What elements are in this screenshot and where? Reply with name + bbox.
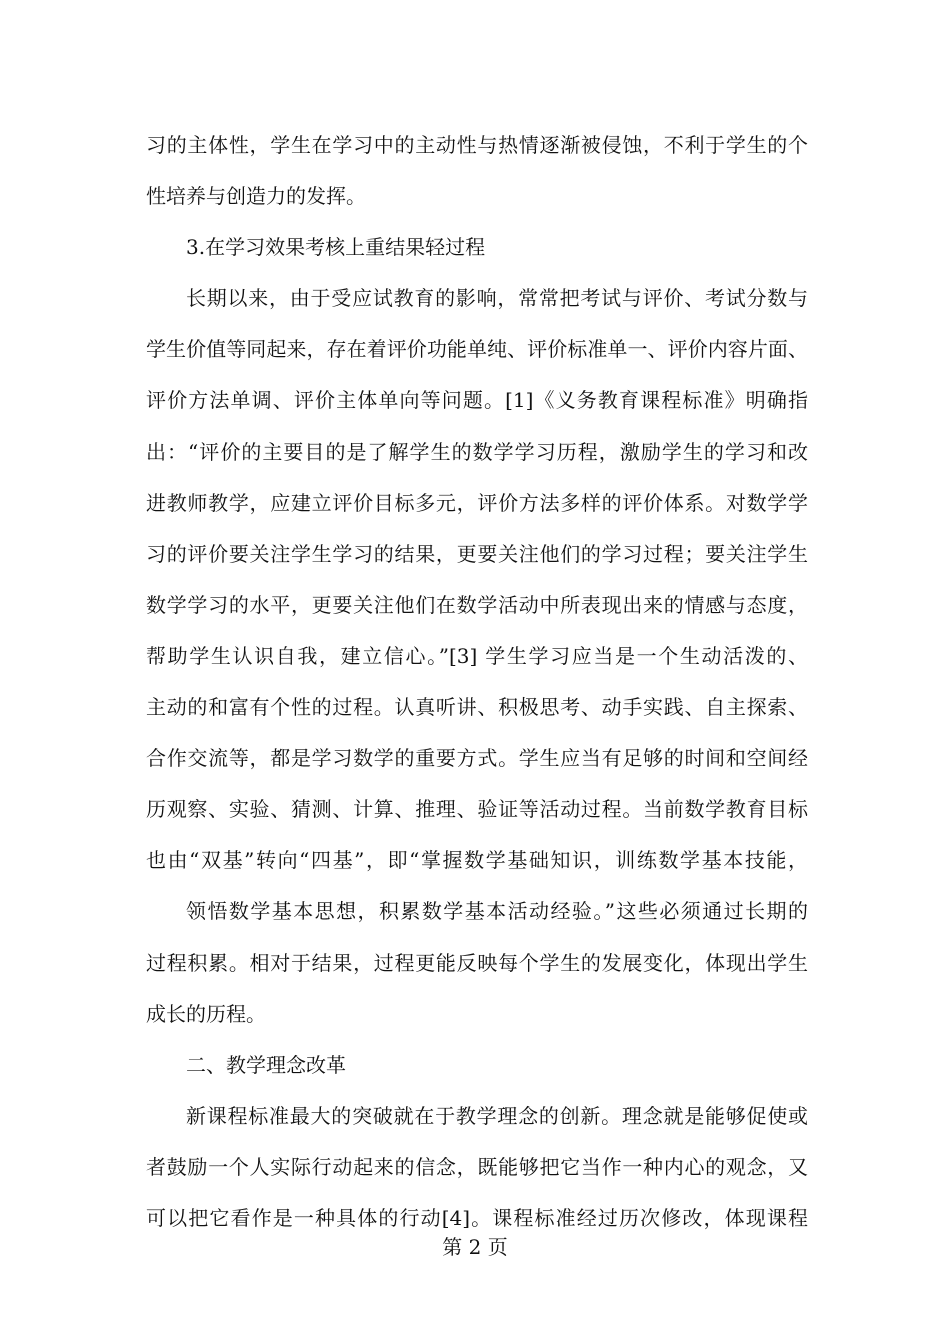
text-line: 习的主体性，学生在学习中的主动性与热情逐渐被侵蚀，不利于学生的个 [146, 133, 808, 157]
text-line: 长期以来，由于受应试教育的影响，常常把考试与评价、考试分数与 [186, 286, 808, 311]
text-line: 过程积累。相对于结果，过程更能反映每个学生的发展变化，体现出学生 [146, 950, 808, 975]
text-line: 进教师教学，应建立评价目标多元，评价方法多样的评价体系。对数学学 [146, 490, 808, 515]
text-line: 评价方法单调、评价主体单向等问题。[1]《义务教育课程标准》明确指 [146, 388, 808, 413]
text-line: 领悟数学基本思想，积累数学基本活动经验。”这些必须通过长期的 [186, 899, 808, 924]
text-line: 习的评价要关注学生学习的结果，更要关注他们的学习过程；要关注学生 [146, 541, 808, 566]
text-line: 数学学习的水平，更要关注他们在数学活动中所表现出来的情感与态度， [146, 592, 808, 617]
section-heading: 二、教学理念改革 [186, 1052, 346, 1077]
text-line: 也由“双基”转向“四基”，即“掌握数学基础知识，训练数学基本技能， [146, 848, 808, 873]
text-line: 帮助学生认识自我，建立信心。”[3] 学生学习应当是一个生动活泼的、 [146, 643, 808, 668]
section-heading: 3.在学习效果考核上重结果轻过程 [186, 235, 486, 260]
text-line: 学生价值等同起来，存在着评价功能单纯、评价标准单一、评价内容片面、 [146, 337, 808, 362]
text-line: 出：“评价的主要目的是了解学生的数学学习历程，激励学生的学习和改 [146, 439, 808, 464]
body-text [146, 120, 808, 1244]
text-line: 成长的历程。 [146, 1001, 266, 1026]
page-number: 第 2 页 [442, 1235, 508, 1259]
text-line: 主动的和富有个性的过程。认真听讲、积极思考、动手实践、自主探索、 [146, 695, 808, 720]
text-line: 合作交流等，都是学习数学的重要方式。学生应当有足够的时间和空间经 [146, 746, 808, 771]
text-line: 可以把它看作是一种具体的行动[4]。课程标准经过历次修改，体现课程 [146, 1205, 808, 1230]
text-line: 者鼓励一个人实际行动起来的信念，既能够把它当作一种内心的观念，又 [146, 1154, 808, 1179]
text-line: 性培养与创造力的发挥。 [146, 184, 366, 209]
text-line: 历观察、实验、猜测、计算、推理、验证等活动过程。当前数学教育目标 [146, 797, 808, 822]
text-line: 新课程标准最大的突破就在于教学理念的创新。理念就是能够促使或 [186, 1103, 808, 1128]
